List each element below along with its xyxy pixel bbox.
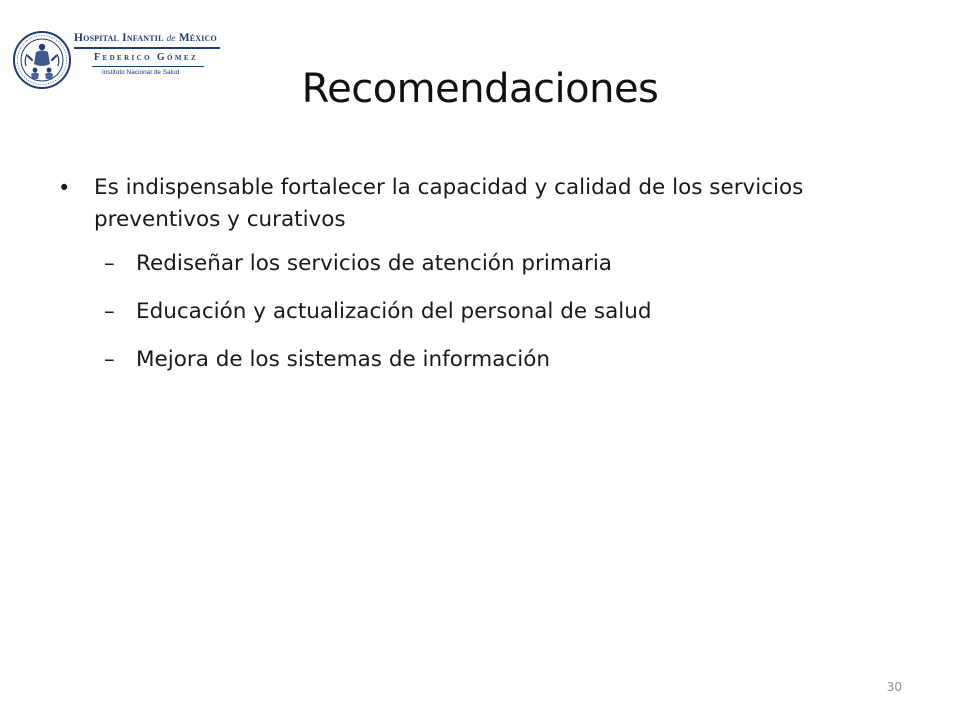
logo-hospital-name [74, 32, 234, 44]
bullet-item [58, 172, 858, 236]
sub-item-marker: – [104, 299, 115, 324]
logo-name-main: Hospital Infantil [74, 32, 164, 44]
slide-content [58, 172, 858, 392]
bullet-marker: • [58, 176, 71, 200]
logo-subtitle: Federico Gómez [94, 52, 199, 63]
sub-item [104, 344, 858, 376]
sub-item-text: Mejora de los sistemas de información [136, 347, 551, 372]
sub-item-marker: – [104, 347, 115, 372]
sub-item-marker: – [104, 251, 115, 276]
sub-item-text: Educación y actualización del personal de salud [136, 299, 652, 324]
slide-title: Recomendaciones [301, 66, 659, 112]
logo-name-de: de [166, 33, 176, 43]
logo-institute: Instituto Nacional de Salud [102, 69, 180, 76]
logo-name-end: México [178, 32, 217, 44]
sub-item [104, 296, 858, 328]
sub-item-text: Rediseñar los servicios de atención primaria [136, 251, 612, 276]
sub-item [104, 248, 858, 280]
page-number: 30 [886, 680, 902, 694]
sub-list [58, 248, 858, 376]
bullet-text: Es indispensable fortalecer la capacidad y calidad de los servicios preventivos y curativos [94, 175, 804, 232]
logo-divider [74, 47, 220, 49]
